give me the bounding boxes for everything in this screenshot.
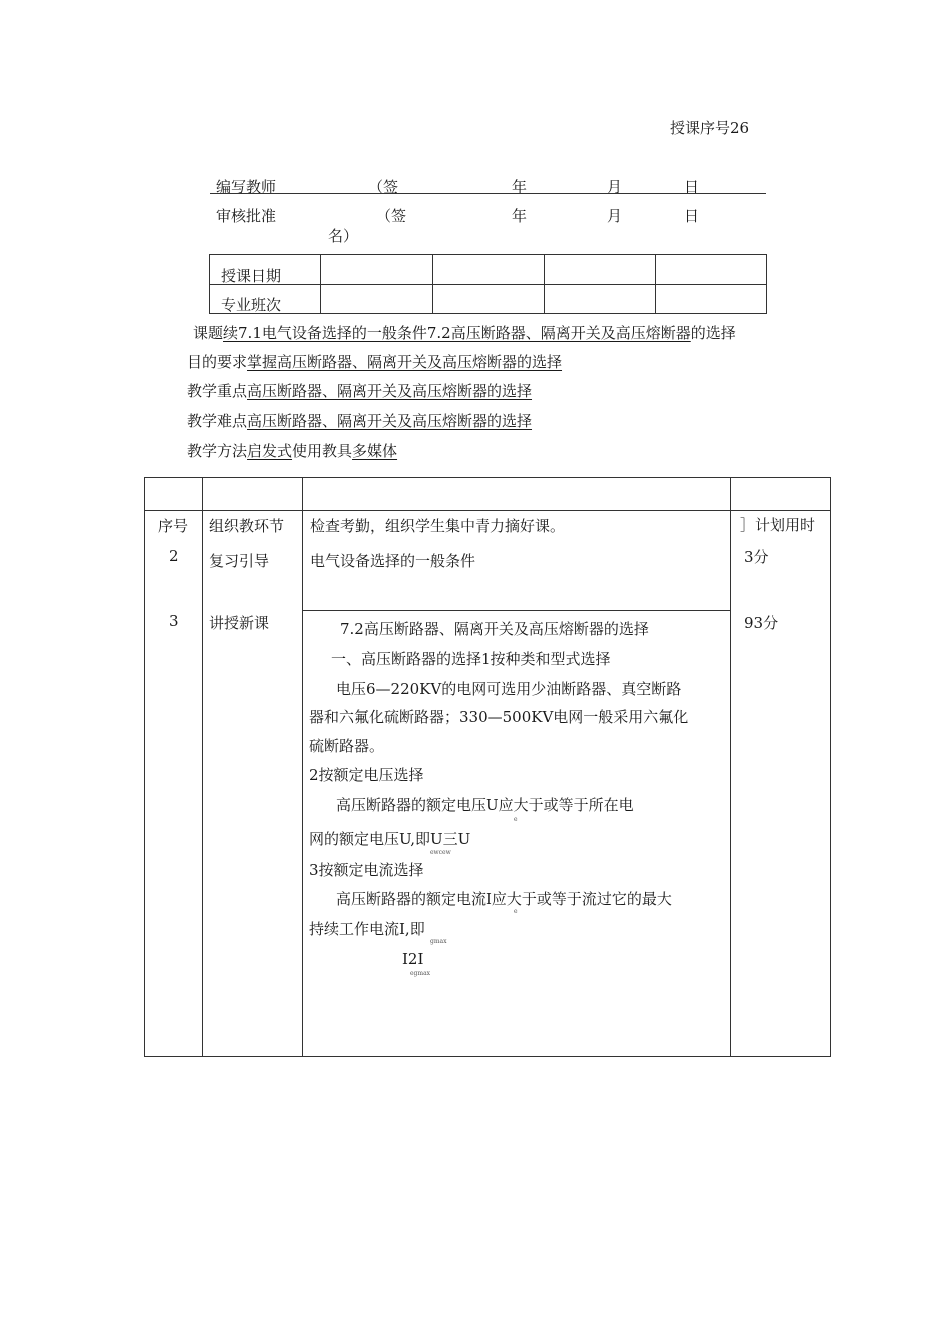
content-line-11: 持续工作电流I,即	[309, 920, 425, 938]
row3-time: 93分	[744, 614, 779, 632]
hard-label: 教学难点	[187, 412, 248, 430]
content-line-10-subscript: e	[514, 908, 518, 915]
teaching-table-col3	[730, 477, 731, 1057]
approve-day: 日	[684, 207, 700, 225]
key-point-line	[187, 380, 532, 401]
content-line-11-subscript: gmax	[430, 938, 447, 945]
goal-line	[187, 351, 562, 372]
content-line-7-subscript: e	[514, 816, 518, 823]
class-label: 专业班次	[221, 296, 282, 314]
content-line-12: I2I	[402, 950, 424, 968]
writer-label: 编写教师	[216, 178, 277, 196]
difficulty-line	[187, 410, 532, 431]
date-class-col3	[544, 254, 545, 314]
content-line-10: 高压断路器的额定电流I应大于或等于流过它的最大	[336, 890, 672, 908]
key-label: 教学重点	[187, 382, 248, 400]
topic-value: 续7.1电气设备选择的一般条件7.2高压断路器、隔离开关及高压熔断器	[223, 324, 691, 342]
row2-no: 2	[169, 547, 179, 565]
lesson-number: 授课序号26	[670, 119, 750, 137]
signature-underline	[210, 193, 766, 194]
goal-value: 掌握高压断路器、隔离开关及高压熔断器的选择	[247, 353, 563, 371]
hard-value: 高压断路器、隔离开关及高压熔断器的选择	[247, 412, 533, 430]
date-label: 授课日期	[221, 267, 282, 285]
date-class-divider	[209, 284, 767, 285]
content-line-5: 硫断路器。	[309, 737, 385, 755]
content-line-8-subscript: ewcew	[430, 849, 451, 856]
approve-year: 年	[512, 207, 528, 225]
row2-step: 复习引导	[209, 552, 270, 570]
col-no-header: 序号	[158, 517, 189, 535]
approve-sign: （签	[376, 207, 407, 225]
row3-step: 讲授新课	[209, 614, 270, 632]
goal-label: 目的要求	[187, 353, 248, 371]
teaching-table-header-divider	[144, 510, 831, 511]
col-time-header: ］计划用时	[740, 516, 816, 534]
content-line-12-subscript: egmax	[410, 970, 431, 977]
date-class-col4	[655, 254, 656, 314]
writer-sign: （签	[368, 178, 399, 196]
content-line-4: 器和六氟化硫断路器；330—500KV电网一般采用六氟化	[309, 708, 689, 726]
content-line-9: 3按额定电流选择	[309, 861, 424, 879]
date-class-col1	[320, 254, 321, 314]
approve-name-tail: 名）	[328, 227, 359, 245]
approve-label: 审核批准	[216, 207, 277, 225]
method-label: 教学方法	[187, 442, 248, 460]
writer-month: 月	[607, 178, 623, 196]
topic-label: 课题	[193, 324, 224, 342]
topic-line	[193, 322, 736, 343]
writer-day: 日	[684, 178, 700, 196]
approve-month: 月	[607, 207, 623, 225]
writer-year: 年	[512, 178, 528, 196]
content-line-1: 7.2高压断路器、隔离开关及高压熔断器的选择	[340, 620, 649, 638]
teaching-table-col1	[202, 477, 203, 1057]
row1-content: 检查考勤，组织学生集中青力摘好课。	[310, 517, 566, 535]
method-value: 启发式	[247, 442, 293, 460]
col-step-header: 组织教环节	[209, 517, 285, 535]
topic-tail: 的选择	[690, 324, 736, 342]
content-line-8: 网的额定电压U,即U三U	[309, 830, 471, 848]
content-line-6: 2按额定电压选择	[309, 766, 424, 784]
key-value: 高压断路器、隔离开关及高压熔断器的选择	[247, 382, 533, 400]
tool-value: 多媒体	[352, 442, 398, 460]
row3-no: 3	[169, 612, 179, 630]
content-line-3: 电压6—220KV的电网可选用少油断路器、真空断路	[336, 680, 682, 698]
content-line-7: 高压断路器的额定电压U应大于或等于所在电	[336, 796, 634, 814]
content-divider	[302, 610, 730, 611]
content-line-2: 一、高压断路器的选择1按种类和型式选择	[331, 650, 611, 668]
teaching-table-col2	[302, 477, 303, 1057]
row2-time: 3分	[744, 548, 769, 566]
method-line	[187, 440, 397, 461]
row2-content: 电气设备选择的一般条件	[310, 552, 476, 570]
tool-label: 使用教具	[292, 442, 353, 460]
date-class-col2	[432, 254, 433, 314]
